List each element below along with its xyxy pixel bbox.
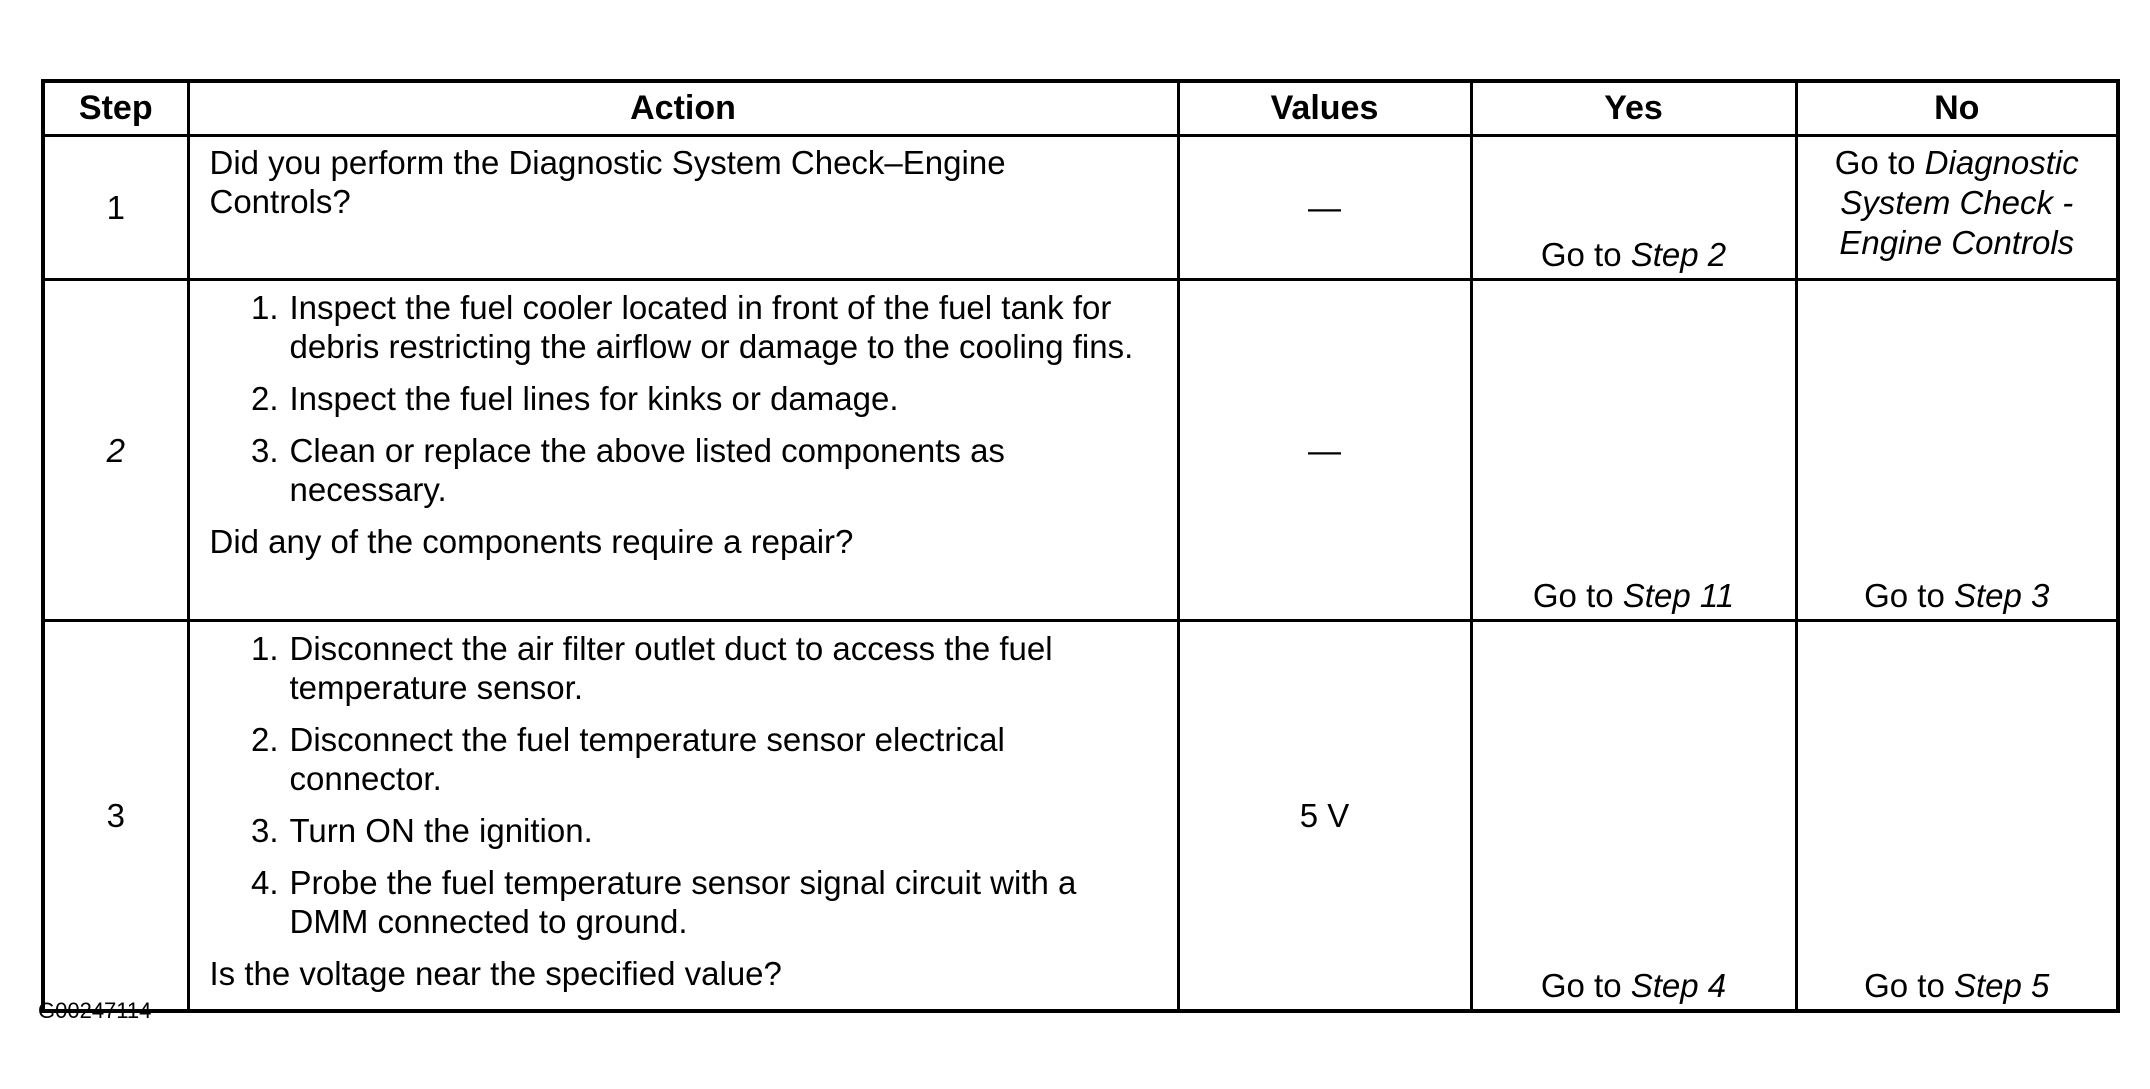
values-cell (1178, 136, 1471, 280)
table-row (43, 280, 2118, 621)
list-item (210, 720, 1161, 798)
header-values: Values (1178, 81, 1471, 136)
diagnostic-table (41, 79, 2120, 1013)
instruction-list (210, 288, 1161, 509)
step-number: 3 (43, 621, 188, 1012)
yes-prefix: Go to (1532, 577, 1623, 614)
action-question: Is the voltage near the specified value? (209, 955, 782, 992)
values-text: — (1308, 189, 1341, 226)
item-text: Probe the fuel temperature sensor signal circuit with a DMM connected to ground. (289, 864, 1077, 940)
no-prefix: Go to (1864, 967, 1954, 1004)
values-text: — (1308, 431, 1341, 469)
header-no: No (1796, 81, 2118, 136)
yes-target-link[interactable]: Step 11 (1622, 577, 1735, 614)
list-item (210, 288, 1161, 366)
item-text: Clean or replace the above listed components as necessary. (289, 432, 1005, 508)
yes-cell (1471, 136, 1796, 280)
item-text: Inspect the fuel cooler located in front of the fuel tank for debris restricting the airflow or damage to the cooling fins. (289, 289, 1134, 365)
header-action: Action (188, 81, 1178, 136)
instruction-list (210, 629, 1161, 941)
no-cell (1796, 136, 2118, 280)
item-text: Disconnect the air filter outlet duct to access the fuel temperature sensor. (289, 630, 1053, 706)
yes-cell (1471, 621, 1796, 1012)
item-number: 4. (250, 864, 279, 901)
table-row (43, 136, 2118, 280)
yes-cell (1471, 280, 1796, 621)
action-cell (188, 280, 1178, 621)
values-cell (1178, 621, 1471, 1012)
action-cell (188, 136, 1178, 280)
item-text: Turn ON the ignition. (289, 812, 593, 849)
list-item (210, 629, 1161, 707)
item-number: 1. (250, 289, 279, 326)
figure-id: G00247114 (38, 998, 152, 1023)
header-yes: Yes (1471, 81, 1796, 136)
item-text: Inspect the fuel lines for kinks or damage. (289, 380, 899, 417)
item-number: 2. (250, 380, 279, 417)
item-number: 3. (250, 432, 279, 469)
yes-prefix: Go to (1540, 967, 1631, 1004)
step-number: 2 (43, 280, 188, 621)
action-cell (188, 621, 1178, 1012)
list-item (210, 863, 1161, 941)
no-prefix: Go to (1834, 144, 1925, 181)
header-step: Step (43, 81, 188, 136)
item-number: 2. (250, 721, 279, 758)
no-target-link[interactable]: Step 3 (1953, 577, 2050, 614)
yes-prefix: Go to (1540, 236, 1631, 273)
item-number: 3. (250, 812, 279, 849)
item-number: 1. (250, 630, 279, 667)
no-target-link[interactable]: Diagnostic System Check - Engine Controls (1839, 144, 2079, 261)
no-prefix: Go to (1864, 577, 1954, 614)
list-item (210, 431, 1161, 509)
table-row (43, 621, 2118, 1012)
list-item (210, 379, 1161, 418)
list-item (210, 811, 1161, 850)
values-text: 5 V (1299, 797, 1350, 834)
no-cell (1796, 280, 2118, 621)
step-number: 1 (43, 136, 188, 280)
no-target-link[interactable]: Step 5 (1953, 967, 2050, 1004)
action-question: Did any of the components require a repair? (209, 523, 854, 560)
no-cell (1796, 621, 2118, 1012)
header-row (43, 81, 2118, 136)
action-question: Did you perform the Diagnostic System Check–Engine Controls? (209, 144, 1006, 220)
item-text: Disconnect the fuel temperature sensor electrical connector. (289, 721, 1005, 797)
values-cell (1178, 280, 1471, 621)
yes-target-link[interactable]: Step 4 (1630, 967, 1727, 1004)
yes-target-link[interactable]: Step 2 (1630, 236, 1727, 273)
